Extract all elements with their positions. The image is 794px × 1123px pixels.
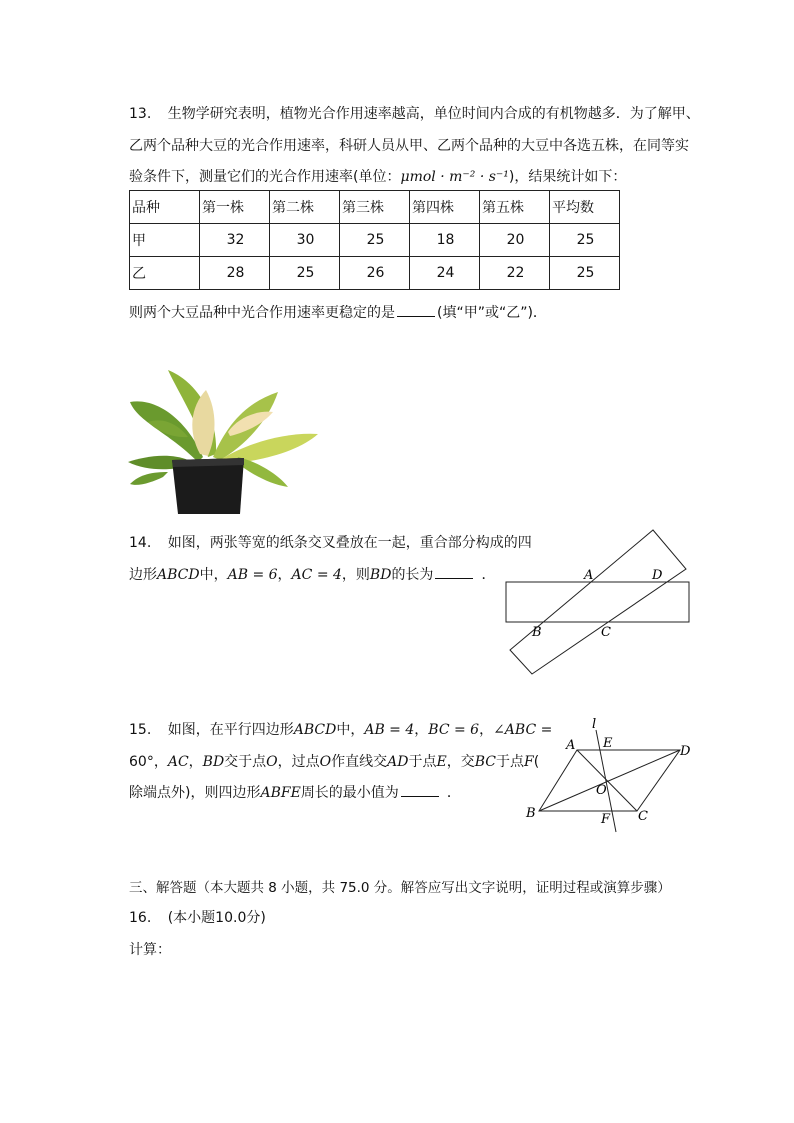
table-cell: 乙 (130, 257, 200, 290)
q13-data-table (129, 190, 620, 290)
answer-blank (435, 564, 473, 579)
q15-line2: 60°，AC，BD交于点O，过点O作直线交AD于点E，交BC于点F( (129, 754, 540, 770)
q16-line1 (129, 907, 266, 927)
q16-points: (本小题10.0分) (167, 910, 266, 926)
table-header-cell: 第五株 (480, 191, 550, 224)
paper-strip-diagonal (510, 530, 686, 674)
section-heading: 三、解答题（本大题共 8 小题，共 75.0 分。解答应写出文字说明，证明过程或演算步骤） (129, 880, 671, 896)
q13-line1 (129, 103, 700, 123)
table-cell: 甲 (130, 224, 200, 257)
table-header-cell: 平均数 (550, 191, 620, 224)
label-D: D (680, 744, 691, 759)
label-l: l (592, 717, 597, 732)
table-header-cell: 第二株 (270, 191, 340, 224)
label-A: A (584, 568, 594, 583)
q16-number: 16. (129, 910, 152, 926)
label-B: B (526, 806, 536, 821)
label-O: O (596, 783, 607, 798)
diagonal-AC (577, 750, 637, 811)
q15-line1: 15. 如图，在平行四边形ABCD中，AB = 4，BC = 6，∠ABC = (129, 722, 553, 738)
q13-number: 13. (129, 106, 152, 122)
q15-number: 15. (129, 722, 152, 738)
label-C: C (638, 809, 648, 824)
label-E: E (603, 736, 613, 751)
q13-unit: μmol · m⁻² · s⁻¹ (400, 169, 509, 185)
label-F: F (601, 812, 611, 827)
table-cell: 25 (340, 224, 410, 257)
q13-text-1: 生物学研究表明，植物光合作用速率越高，单位时间内合成的有机物越多．为了解甲、 (167, 106, 700, 122)
paper-strip-horizontal (506, 582, 689, 622)
table-cell: 20 (480, 224, 550, 257)
table-cell: 25 (270, 257, 340, 290)
label-D: D (652, 568, 663, 583)
plant-image (128, 362, 320, 514)
q15-figure (522, 715, 702, 840)
table-row (130, 224, 620, 257)
table-cell: 32 (200, 224, 270, 257)
q14-line2: 边形ABCD中，AB = 6，AC = 4，则BD的长为 ． (129, 564, 495, 584)
table-header-cell: 第三株 (340, 191, 410, 224)
table-cell: 24 (410, 257, 480, 290)
table-cell: 22 (480, 257, 550, 290)
q13-question: 则两个大豆品种中光合作用速率更稳定的是 (填“甲”或“乙”)． (129, 302, 547, 322)
q14-figure (500, 525, 700, 685)
table-header-cell: 第一株 (200, 191, 270, 224)
table-cell: 25 (550, 224, 620, 257)
table-row (130, 257, 620, 290)
label-B: B (532, 625, 542, 640)
q15-line3: 除端点外)，则四边形ABFE周长的最小值为 ． (129, 782, 461, 802)
table-cell: 25 (550, 257, 620, 290)
answer-blank (397, 302, 435, 317)
q14-line1: 14. 如图，两张等宽的纸条交叉叠放在一起，重合部分构成的四 (129, 535, 532, 551)
table-cell: 28 (200, 257, 270, 290)
table-cell: 26 (340, 257, 410, 290)
table-cell: 18 (410, 224, 480, 257)
table-header-cell: 第四株 (410, 191, 480, 224)
q13-line2: 乙两个品种大豆的光合作用速率，科研人员从甲、乙两个品种的大豆中各选五株，在同等实 (129, 138, 689, 154)
answer-blank (401, 782, 439, 797)
table-cell: 30 (270, 224, 340, 257)
label-A: A (566, 738, 576, 753)
label-C: C (601, 625, 611, 640)
table-header-row (130, 191, 620, 224)
q16-prompt: 计算： (129, 942, 171, 958)
q14-number: 14. (129, 535, 152, 551)
q13-line3: 验条件下，测量它们的光合作用速率(单位：μmol · m⁻² · s⁻¹)，结果统计如下： (129, 169, 627, 185)
table-header-cell: 品种 (130, 191, 200, 224)
